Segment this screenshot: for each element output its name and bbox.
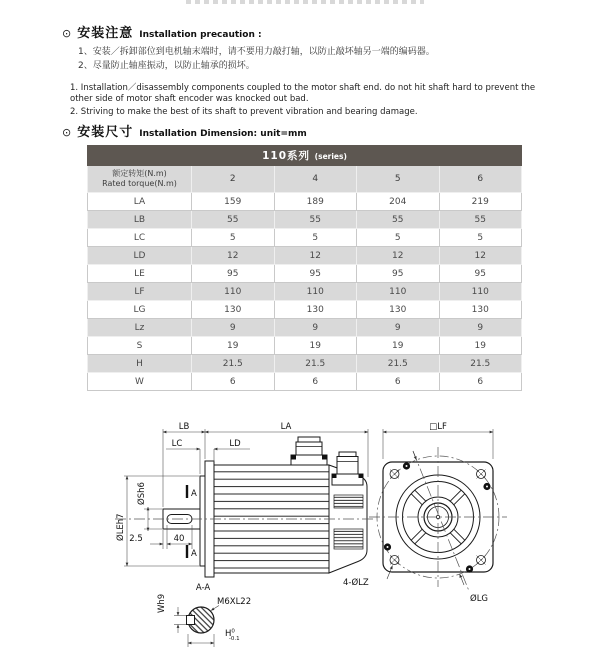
value-cell: 130 xyxy=(357,301,440,319)
value-cell: 21.5 xyxy=(439,355,522,373)
value-cell: 21.5 xyxy=(357,355,440,373)
encoder-connector xyxy=(332,452,363,485)
dim-label-lc: LC xyxy=(171,439,183,449)
table-row xyxy=(88,319,522,337)
value-cell: 12 xyxy=(439,247,522,265)
precaution-zh-item: 2、尽量防止轴座振动，以防止轴承的损坏。 xyxy=(78,60,255,71)
param-cell: LE xyxy=(88,265,192,283)
precaution-en-list xyxy=(70,83,556,118)
param-cell: LD xyxy=(88,247,192,265)
precaution-title-zh: 安装注意 xyxy=(77,26,134,41)
dimension-table xyxy=(87,145,522,391)
column-header: 2 xyxy=(192,166,275,193)
power-connector xyxy=(291,437,327,465)
value-cell: 204 xyxy=(357,193,440,211)
installation-drawing xyxy=(110,418,550,670)
torque-header-en: Rated torque(N.m) xyxy=(102,179,177,188)
param-cell: LF xyxy=(88,283,192,301)
value-cell: 110 xyxy=(439,283,522,301)
param-cell: Lz xyxy=(88,319,192,337)
column-header: 5 xyxy=(357,166,440,193)
value-cell: 21.5 xyxy=(274,355,357,373)
param-cell: S xyxy=(88,337,192,355)
value-cell: 5 xyxy=(274,229,357,247)
series-title-cell xyxy=(88,146,522,166)
key-height-h: H xyxy=(225,629,232,639)
value-cell: 5 xyxy=(439,229,522,247)
section-mark-a-top: A xyxy=(191,489,197,499)
table-row xyxy=(88,337,522,355)
table-row xyxy=(88,265,522,283)
table-row xyxy=(88,283,522,301)
precaution-zh-list xyxy=(78,46,554,74)
value-cell: 159 xyxy=(192,193,275,211)
value-cell: 5 xyxy=(192,229,275,247)
keyway-notch xyxy=(187,616,195,625)
shaft-section-view xyxy=(174,606,219,648)
value-cell: 5 xyxy=(357,229,440,247)
dimension-title-zh: 安装尺寸 xyxy=(77,125,134,140)
dimension-title-en: Installation Dimension: unit=mm xyxy=(139,129,307,139)
dim-label-pilot-dia: ØLEh7 xyxy=(116,513,126,541)
dim-label-la: LA xyxy=(280,422,292,432)
table-row xyxy=(88,301,522,319)
value-cell: 110 xyxy=(192,283,275,301)
value-cell: 219 xyxy=(439,193,522,211)
value-cell: 55 xyxy=(439,211,522,229)
key-height-label xyxy=(225,629,240,643)
key-height-sub: -0.1 xyxy=(228,636,240,642)
value-cell: 95 xyxy=(192,265,275,283)
value-cell: 9 xyxy=(192,319,275,337)
precaution-zh-item: 1、安装／拆卸部位到电机轴末端时，请不要用力敲打轴，以防止敲坏轴另一端的编码器。 xyxy=(78,47,435,57)
key-width-label: Wh9 xyxy=(157,593,167,613)
precaution-section xyxy=(62,22,554,119)
torque-header-zh: 额定转矩(N.m) xyxy=(112,169,167,179)
value-cell: 9 xyxy=(274,319,357,337)
section-name-label: A-A xyxy=(195,583,211,593)
table-row xyxy=(88,355,522,373)
dim-label-ld: LD xyxy=(229,439,241,449)
param-cell: LB xyxy=(88,211,192,229)
series-title-row xyxy=(88,146,522,166)
value-cell: 130 xyxy=(192,301,275,319)
value-cell: 19 xyxy=(357,337,440,355)
table-header-row xyxy=(88,166,522,193)
value-cell: 55 xyxy=(274,211,357,229)
value-cell: 130 xyxy=(274,301,357,319)
section-bullet-icon: ⊙ xyxy=(62,126,72,139)
rear-vents xyxy=(334,529,363,549)
motor-front-view xyxy=(369,429,507,591)
column-header: 6 xyxy=(439,166,522,193)
rear-vents xyxy=(334,495,363,508)
param-cell: W xyxy=(88,373,192,391)
section-mark-a-bottom: A xyxy=(191,549,197,559)
precaution-title-en: Installation precaution : xyxy=(139,30,262,40)
tap-spec-label: M6XL22 xyxy=(217,597,252,607)
value-cell: 130 xyxy=(439,301,522,319)
table-row xyxy=(88,211,522,229)
dim-label-key-length: 40 xyxy=(173,534,185,544)
value-cell: 95 xyxy=(439,265,522,283)
value-cell: 9 xyxy=(439,319,522,337)
value-cell: 95 xyxy=(357,265,440,283)
value-cell: 6 xyxy=(357,373,440,391)
value-cell: 6 xyxy=(192,373,275,391)
value-cell: 12 xyxy=(192,247,275,265)
value-cell: 12 xyxy=(357,247,440,265)
torque-header-cell xyxy=(88,166,192,193)
precaution-en-item: 2. Striving to make the best of its shaft to prevent vibration and bearing damage. xyxy=(70,106,418,117)
table-row xyxy=(88,193,522,211)
pilot-boss xyxy=(200,476,205,566)
value-cell: 6 xyxy=(439,373,522,391)
value-cell: 19 xyxy=(439,337,522,355)
cropped-header-remnant xyxy=(186,0,424,4)
value-cell: 6 xyxy=(274,373,357,391)
value-cell: 189 xyxy=(274,193,357,211)
value-cell: 110 xyxy=(274,283,357,301)
value-cell: 55 xyxy=(192,211,275,229)
holes-label: 4-ØLZ xyxy=(343,578,369,588)
value-cell: 12 xyxy=(274,247,357,265)
value-cell: 55 xyxy=(357,211,440,229)
table-row xyxy=(88,229,522,247)
param-cell: H xyxy=(88,355,192,373)
param-cell: LA xyxy=(88,193,192,211)
table-row xyxy=(88,247,522,265)
value-cell: 95 xyxy=(274,265,357,283)
motor-side-view xyxy=(115,437,376,577)
bcd-label: ØLG xyxy=(470,594,489,604)
dimension-table-body xyxy=(88,193,522,391)
series-title-en: (series) xyxy=(314,152,347,161)
value-cell: 19 xyxy=(274,337,357,355)
dimension-section-heading xyxy=(62,121,554,140)
value-cell: 110 xyxy=(357,283,440,301)
param-cell: LC xyxy=(88,229,192,247)
precaution-heading xyxy=(62,22,554,41)
dim-label-lf: □LF xyxy=(429,422,447,432)
table-row xyxy=(88,373,522,391)
section-bullet-icon: ⊙ xyxy=(62,27,72,40)
dim-label-lb: LB xyxy=(178,422,190,432)
dim-label-shaft-dia: ØSh6 xyxy=(137,482,147,505)
key-height-sup: 0 xyxy=(231,628,235,635)
value-cell: 19 xyxy=(192,337,275,355)
value-cell: 21.5 xyxy=(192,355,275,373)
series-title-zh: 110系列 xyxy=(262,150,311,162)
dim-label-key-offset: 2.5 xyxy=(129,534,143,544)
param-cell: LG xyxy=(88,301,192,319)
precaution-en-item: 1. Installation／disassembly components coupled to the motor shaft end. do not hit shaft hard to prevent the other side of motor shaft encoder was knocked out bad. xyxy=(70,82,536,105)
column-header: 4 xyxy=(274,166,357,193)
value-cell: 9 xyxy=(357,319,440,337)
